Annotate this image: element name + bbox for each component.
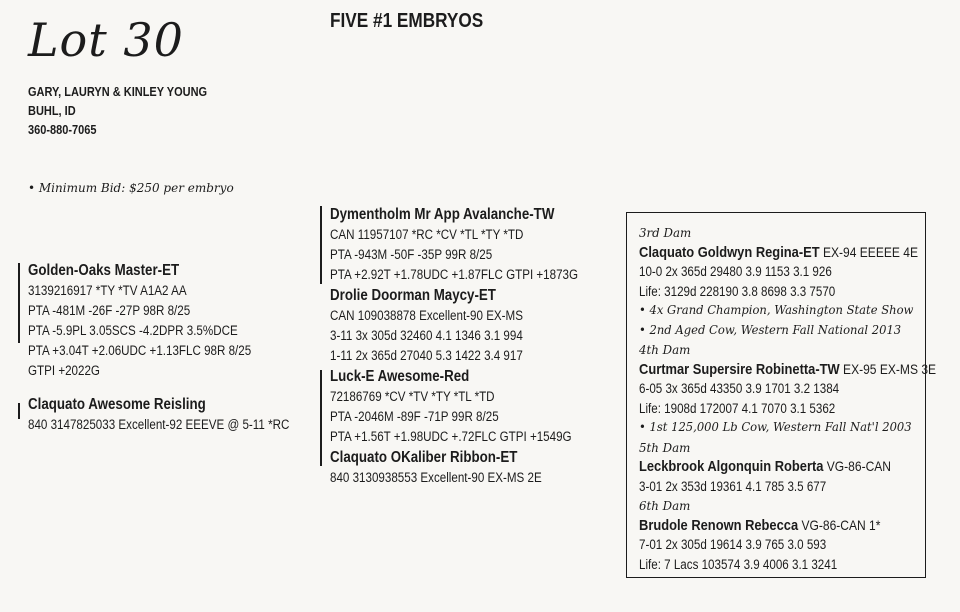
sire-block (28, 260, 289, 435)
lot-number: Lot 30 (28, 13, 184, 67)
sire-line: GTPI +2022G (28, 363, 100, 378)
ancestor-dam-record: Life: 3129d 228190 3.8 8698 3.3 7570 (639, 283, 836, 299)
ancestor-dam-award: • 1st 125,000 Lb Cow, Western Fall Nat'l 2003 (639, 420, 912, 434)
ancestor-dam-record: 3-01 2x 353d 19361 4.1 785 3.5 677 (639, 478, 827, 494)
sire-line: 3139216917 *TY *TV A1A2 AA (28, 283, 187, 298)
ancestor-dam-classification: EX-95 EX-MS 3E (839, 360, 937, 377)
ancestor-dam-classification: VG-86-CAN 1* (798, 516, 881, 533)
dam-dam-name: Claquato OKaliber Ribbon-ET (330, 449, 518, 466)
consignor-info (28, 83, 207, 140)
minimum-bid-note: • Minimum Bid: $250 per embryo (28, 181, 234, 195)
dam-generation-label: 5th Dam (639, 439, 691, 455)
sire-line: PTA -481M -26F -27P 98R 8/25 (28, 303, 191, 318)
pedigree-bracket (320, 370, 322, 466)
dam-name: Claquato Awesome Reisling (28, 396, 206, 413)
dam-sire-name: Luck-E Awesome-Red (330, 368, 470, 385)
ancestor-dam-name: Brudole Renown Rebecca (639, 516, 799, 534)
consignor-names: GARY, LAURYN & KINLEY YOUNG (28, 85, 208, 99)
ancestor-dam-classification: VG-86-CAN (823, 458, 892, 474)
sire-sire-name: Dymentholm Mr App Avalanche-TW (330, 206, 555, 223)
ancestor-dam-record: 6-05 3x 365d 43350 3.9 1701 3.2 1384 (639, 381, 840, 396)
pedigree-bracket (18, 403, 20, 419)
sire-dam-line: 3-11 3x 305d 32460 4.1 1346 3.1 994 (330, 328, 523, 343)
ancestor-dam-name: Leckbrook Algonquin Roberta (639, 458, 824, 475)
sire-sire-line: CAN 11957107 *RC *CV *TL *TY *TD (330, 227, 524, 242)
sire-sire-line: PTA +2.92T +1.78UDC +1.87FLC GTPI +1873G (330, 267, 579, 282)
ancestor-dam-award: • 2nd Aged Cow, Western Fall National 2013 (639, 322, 902, 337)
middle-pedigree-block (330, 204, 578, 488)
dam-sire-line: PTA -2046M -89F -71P 99R 8/25 (330, 409, 499, 424)
dam-sire-line: 72186769 *CV *TV *TY *TL *TD (330, 389, 495, 404)
dam-sire-line: PTA +1.56T +1.98UDC +.72FLC GTPI +1549G (330, 429, 572, 444)
sire-dam-line: CAN 109038878 Excellent-90 EX-MS (330, 308, 523, 323)
consignor-location: BUHL, ID (28, 104, 76, 118)
dam-generation-label: 4th Dam (639, 342, 691, 357)
consignor-phone: 360-880-7065 (28, 123, 97, 137)
ancestor-dam-record: 10-0 2x 365d 29480 3.9 1153 3.1 926 (639, 264, 832, 279)
dam-line: 840 3147825033 Excellent-92 EEEVE @ 5-11 *RC (28, 417, 290, 432)
ancestor-dam-award: • 4x Grand Champion, Washington State Show (639, 303, 914, 317)
ancestor-dam-classification: EX-94 EEEEE 4E (819, 243, 919, 260)
dams-list (639, 223, 936, 574)
sire-dam-line: 1-11 2x 365d 27040 5.3 1422 3.4 917 (330, 348, 523, 363)
ancestor-dam-record: 7-01 2x 305d 19614 3.9 765 3.0 593 (639, 537, 827, 552)
pedigree-bracket (18, 263, 20, 343)
dam-generation-label: 3rd Dam (639, 225, 692, 240)
sire-sire-line: PTA -943M -50F -35P 99R 8/25 (330, 247, 493, 262)
sire-line: PTA +3.04T +2.06UDC +1.13FLC 98R 8/25 (28, 343, 252, 358)
ancestor-dam-name: Curtmar Supersire Robinetta-TW (639, 360, 840, 378)
sire-dam-name: Drolie Doorman Maycy-ET (330, 287, 496, 304)
ancestor-dam-record: Life: 1908d 172007 4.1 7070 3.1 5362 (639, 400, 836, 416)
pedigree-bracket (320, 206, 322, 284)
sire-line: PTA -5.9PL 3.05SCS -4.2DPR 3.5%DCE (28, 323, 238, 338)
dam-dam-line: 840 3130938553 Excellent-90 EX-MS 2E (330, 470, 542, 485)
ancestor-dam-name: Claquato Goldwyn Regina-ET (639, 243, 820, 261)
headline: FIVE #1 EMBRYOS (330, 10, 484, 32)
ancestor-dam-record: Life: 7 Lacs 103574 3.9 4006 3.1 3241 (639, 556, 838, 572)
dam-generation-label: 6th Dam (639, 498, 691, 513)
sire-name: Golden-Oaks Master-ET (28, 262, 180, 279)
